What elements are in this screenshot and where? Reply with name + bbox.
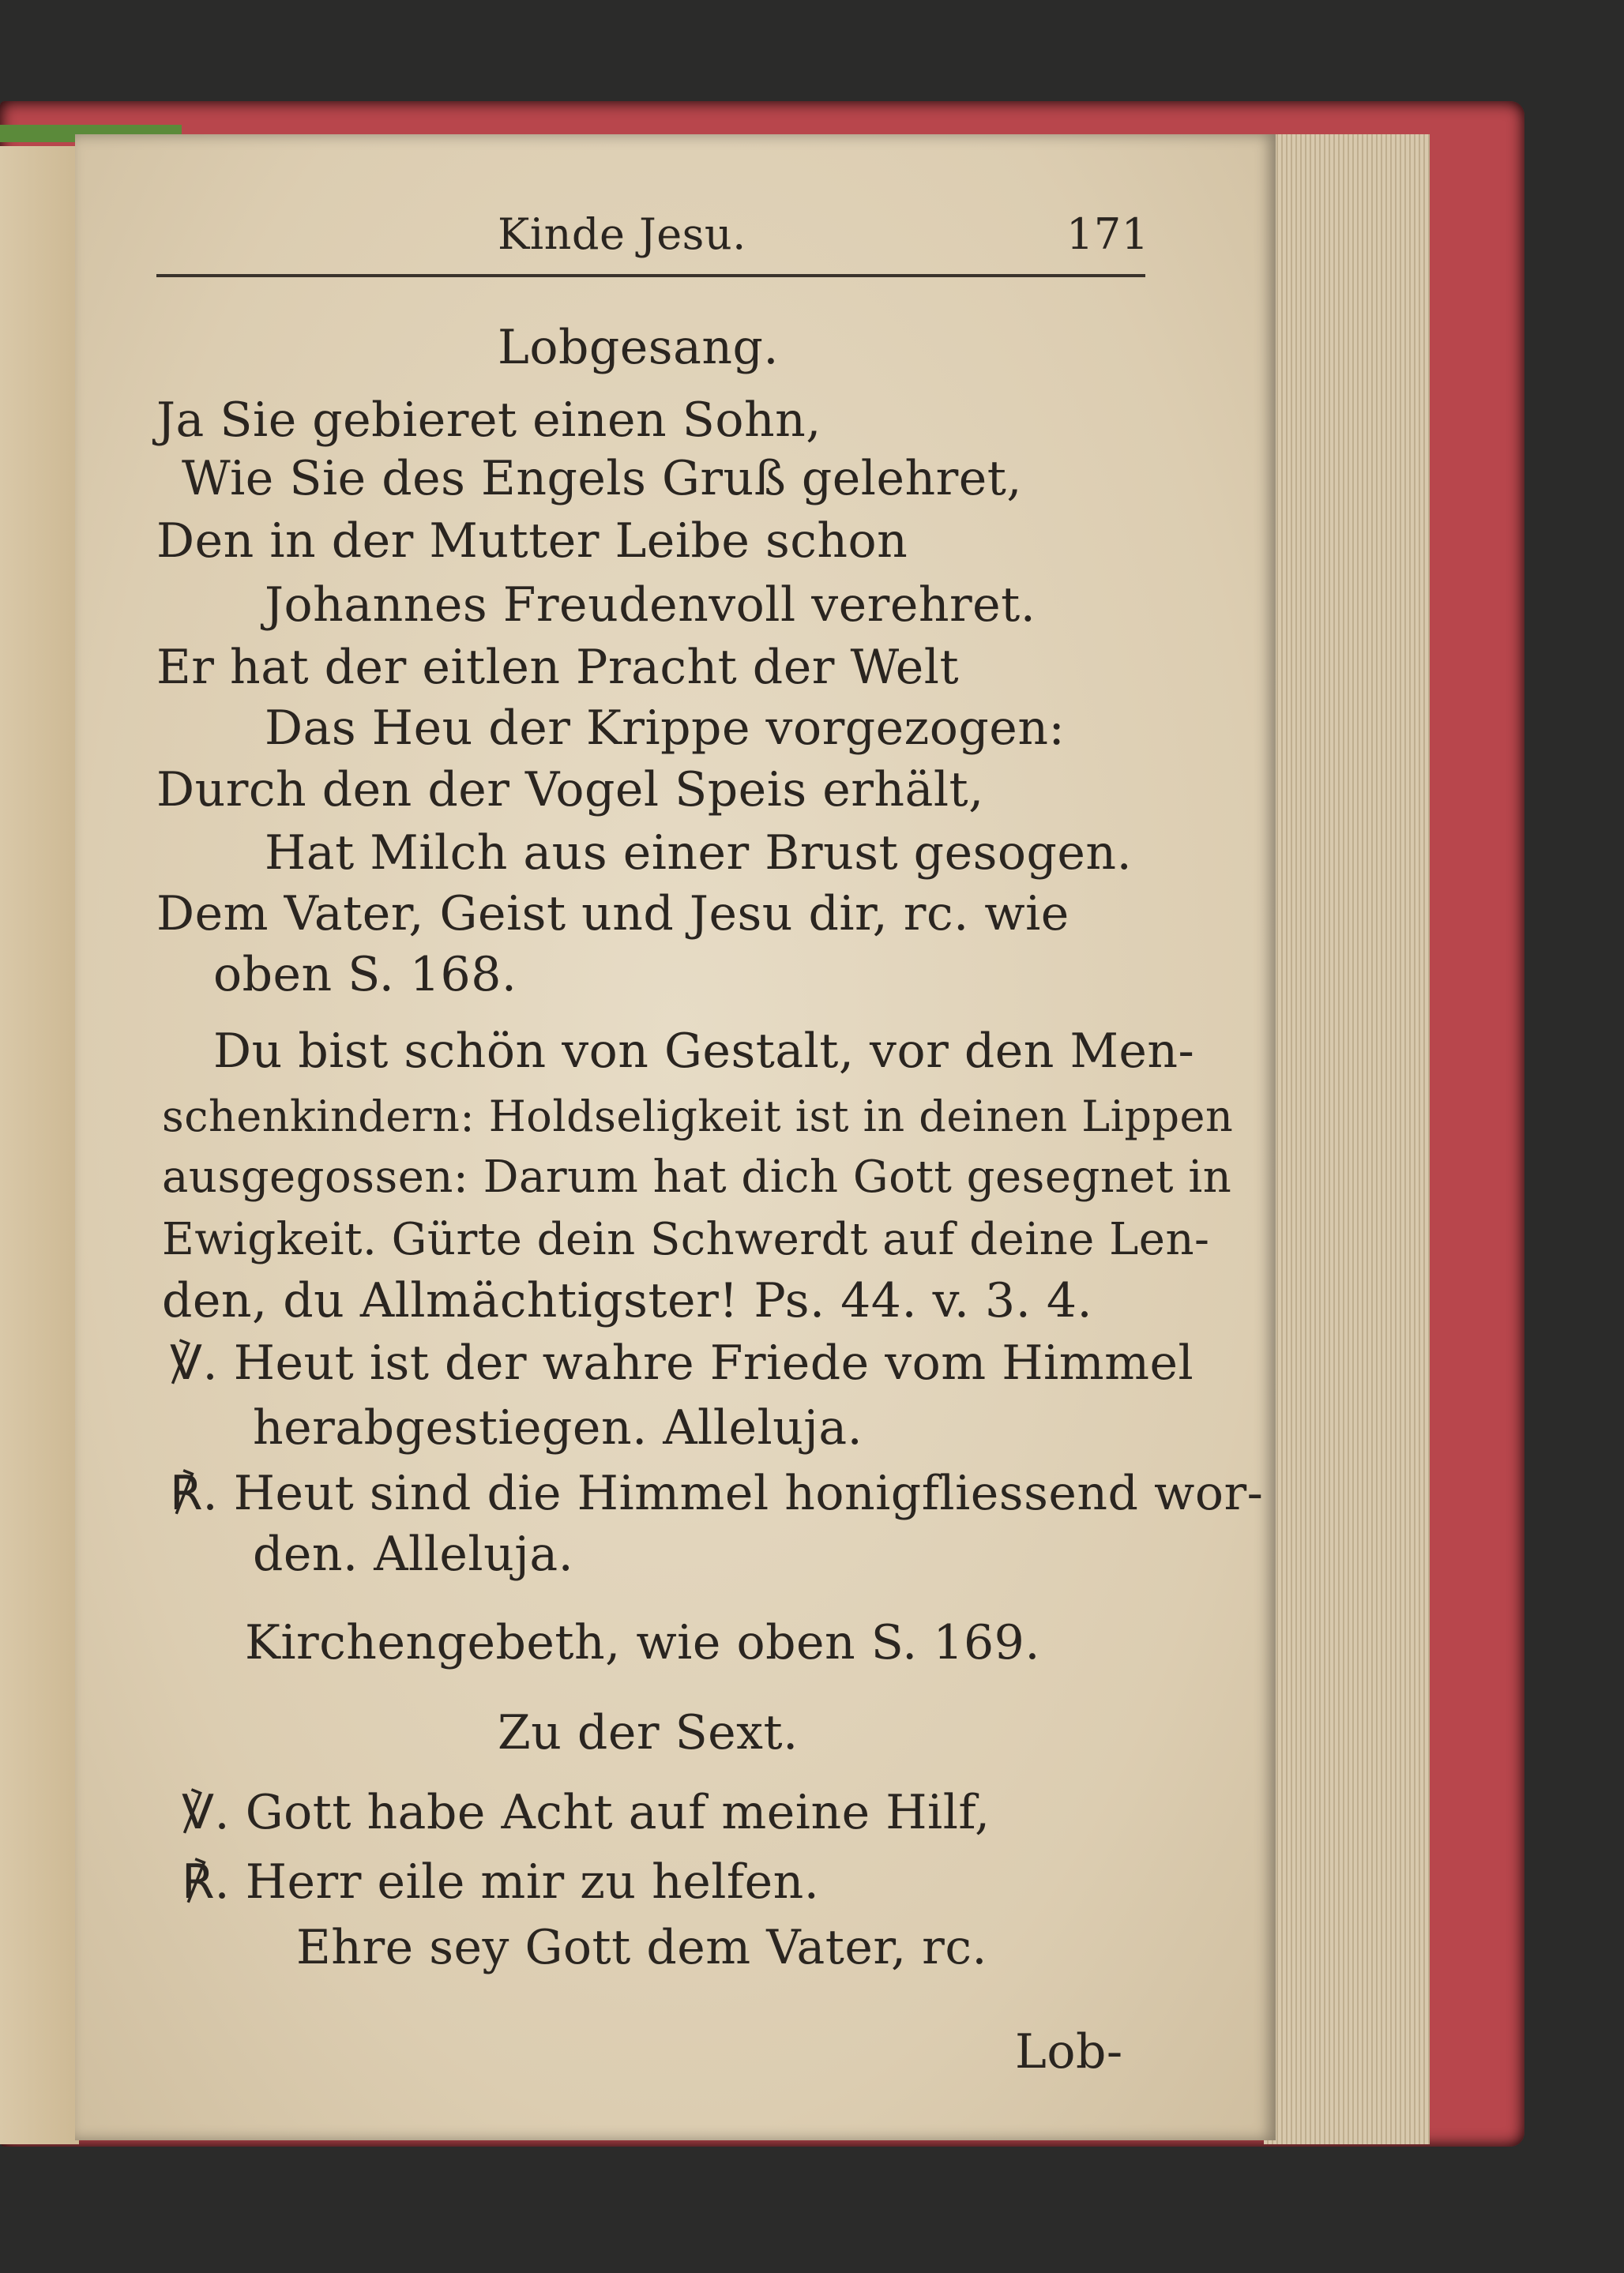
- section-title: Zu der Sext.: [498, 1705, 799, 1760]
- prayer-line: Kirchengebeth, wie oben S. 169.: [245, 1615, 1040, 1670]
- hymn-line: Er hat der eitlen Pracht der Welt: [156, 640, 960, 695]
- versicle-line: ℣. Gott habe Acht auf meine Hilf,: [182, 1785, 991, 1840]
- left-page-edge: [0, 146, 79, 2144]
- hymn-line: Durch den der Vogel Speis erhält,: [156, 762, 984, 817]
- doxology-line: Ehre sey Gott dem Vater, rc.: [296, 1920, 988, 1975]
- hymn-line: Das Heu der Krippe vorgezogen:: [265, 701, 1066, 756]
- antiphon-line: herabgestiegen. Alleluja.: [253, 1400, 863, 1456]
- header-rule: [156, 274, 1145, 277]
- page-edges: [1264, 134, 1430, 2144]
- page-number: 171: [1066, 209, 1149, 259]
- hymn-line: Johannes Freudenvoll verehret.: [265, 577, 1036, 633]
- hymn-line: Dem Vater, Geist und Jesu dir, rc. wie: [156, 886, 1070, 941]
- hymn-line: Ja Sie gebieret einen Sohn,: [156, 393, 821, 448]
- running-title: Kinde Jesu.: [498, 209, 746, 259]
- antiphon-line: Ewigkeit. Gürte dein Schwerdt auf deine Len-: [162, 1214, 1210, 1265]
- hymn-line: oben S. 168.: [213, 947, 517, 1002]
- catchword: Lob-: [1015, 2024, 1123, 2080]
- antiphon-line: den, du Allmächtigster! Ps. 44. v. 3. 4.: [162, 1273, 1093, 1328]
- hymn-line: Hat Milch aus einer Brust gesogen.: [265, 825, 1133, 881]
- hymn-line: Wie Sie des Engels Gruß gelehret,: [182, 451, 1022, 506]
- antiphon-line: Du bist schön von Gestalt, vor den Men-: [213, 1024, 1195, 1079]
- hymn-title: Lobgesang.: [498, 320, 779, 375]
- antiphon-line: den. Alleluja.: [253, 1527, 574, 1582]
- antiphon-line: schenkindern: Holdseligkeit ist in deinen Lippen: [162, 1091, 1234, 1141]
- antiphon-line: ausgegossen: Darum hat dich Gott gesegnet in: [162, 1152, 1232, 1203]
- antiphon-line: ℣. Heut ist der wahre Friede vom Himmel: [170, 1336, 1194, 1391]
- antiphon-line: ℟. Heut sind die Himmel honigfliessend wor-: [170, 1466, 1264, 1521]
- response-line: ℟. Herr eile mir zu helfen.: [182, 1854, 820, 1910]
- hymn-line: Den in der Mutter Leibe schon: [156, 513, 908, 569]
